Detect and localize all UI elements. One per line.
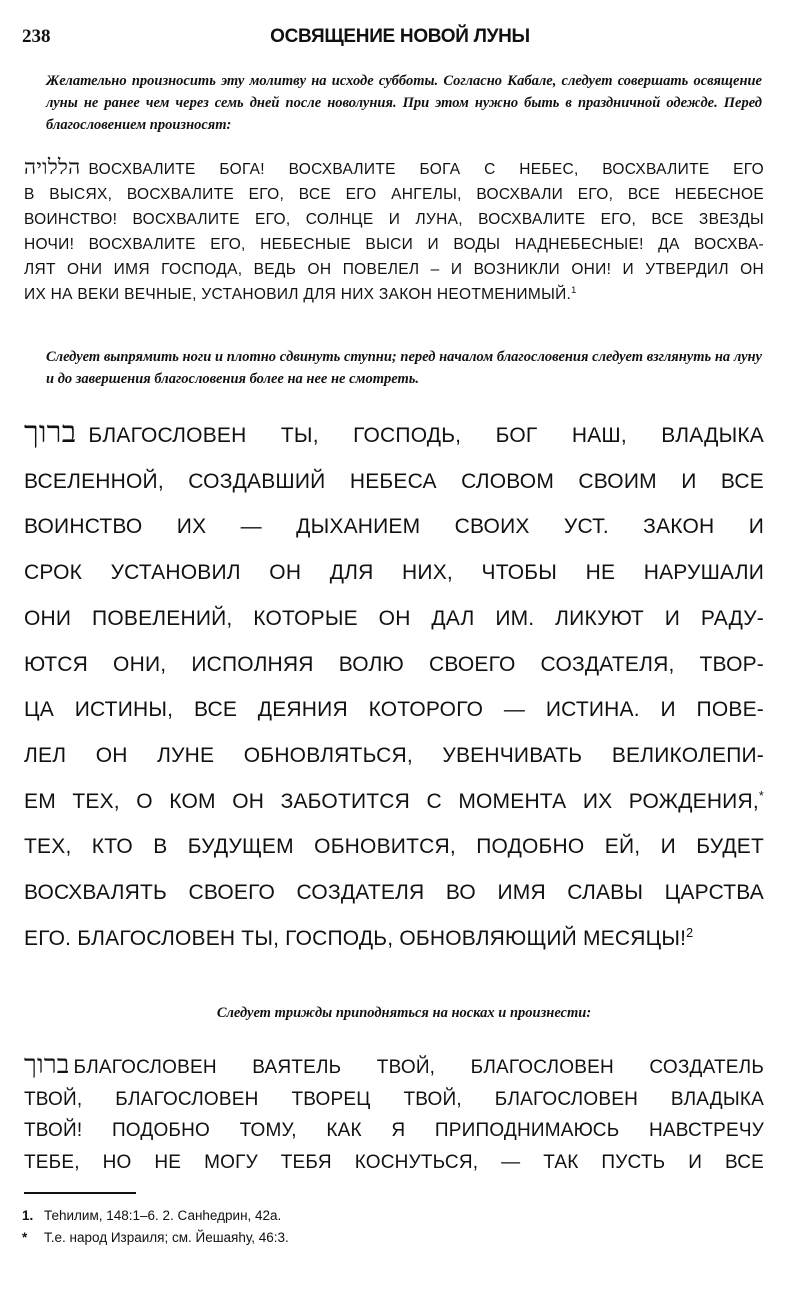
blessing-line: ТЕХ, КТО В БУДУЩЕМ ОБНОВИТСЯ, ПОДОБНО ЕЙ, И БУДЕТ [24, 835, 764, 859]
footnote-asterisk: * [758, 788, 764, 803]
blessing-line: ТЕБЕ, НО НЕ МОГУ ТЕБЯ КОСНУТЬСЯ, — ТАК ПУСТЬ И ВСЕ [24, 1151, 764, 1173]
footnote-mark: 1. [22, 1208, 34, 1223]
footnote-text: Теһилим, 148:1–6. 2. Санһедрин, 42а. [44, 1208, 282, 1223]
footnote [22, 1227, 762, 1249]
blessing-line: ЕГО. БЛАГОСЛОВЕН ТЫ, ГОСПОДЬ, ОБНОВЛЯЮЩИЙ МЕСЯЦЫ! [24, 926, 687, 950]
blessing-line: ВОСХВАЛЯТЬ СВОЕГО СОЗДАТЕЛЯ ВО ИМЯ СЛАВЫ ЦАРСТВА [24, 881, 764, 905]
psalm-line: ВОИНСТВО! ВОСХВАЛИТЕ ЕГО, СОЛНЦЕ И ЛУНА, ВОСХВАЛИТЕ ЕГО, ВСЕ ЗВЕЗДЫ [24, 211, 764, 228]
hebrew-word-baruch: ברוך [24, 415, 77, 450]
running-title: ОСВЯЩЕНИЕ НОВОЙ ЛУНЫ [270, 26, 530, 47]
footnote [22, 1205, 762, 1227]
psalm-line: ЛЯТ ОНИ ИМЯ ГОСПОДА, ВЕДЬ ОН ПОВЕЛЕЛ – И ВОЗНИКЛИ ОНИ! И УТВЕРДИЛ ОН [24, 261, 764, 278]
footnote-ref: 2 [686, 925, 694, 940]
psalm-line: НОЧИ! ВОСХВАЛИТЕ ЕГО, НЕБЕСНЫЕ ВЫСИ И ВОДЫ НАДНЕБЕСНЫЕ! ДА ВОСХВА- [24, 236, 764, 253]
blessing-line: ТВОЙ! ПОДОБНО ТОМУ, КАК Я ПРИПОДНИМАЮСЬ НАВСТРЕЧУ [24, 1120, 764, 1141]
blessing-line: СРОК УСТАНОВИЛ ОН ДЛЯ НИХ, ЧТОБЫ НЕ НАРУШАЛИ [24, 561, 764, 585]
blessing-line: ВОИНСТВО ИХ — ДЫХАНИЕМ СВОИХ УСТ. ЗАКОН И [24, 515, 764, 539]
blessing-paragraph [24, 410, 764, 961]
psalm-line: В ВЫСЯХ, ВОСХВАЛИТЕ ЕГО, ВСЕ ЕГО АНГЕЛЫ, ВОСХВАЛИ ЕГО, ВСЕ НЕБЕСНОЕ [24, 186, 764, 203]
page-number: 238 [22, 26, 51, 47]
blessing-line: ТВОЙ, БЛАГОСЛОВЕН ТВОРЕЦ ТВОЙ, БЛАГОСЛОВЕН ВЛАДЫКА [24, 1088, 764, 1110]
hebrew-word-baruch: ברוך [24, 1050, 70, 1080]
instruction-rise-on-toes: Следует трижды приподняться на носках и произнести: [216, 1005, 592, 1021]
blessing-line: ВСЕЛЕННОЙ, СОЗДАВШИЙ НЕБЕСА СЛОВОМ СВОИМ И ВСЕ [24, 469, 764, 493]
page-header [0, 26, 800, 52]
instruction-before-psalm: Желательно произносить эту молитву на исходе субботы. Согласно Кабале, следует совершать освящение луны не ранее чем через семь дней после новолуния. При этом нужно быть в праздничной одежде. Перед благословением произносят: [46, 73, 762, 133]
blessing-line: ЮТСЯ ОНИ, ИСПОЛНЯЯ ВОЛЮ СВОЕГО СОЗДАТЕЛЯ, ТВОР- [24, 652, 764, 676]
footnotes [22, 1205, 762, 1249]
hebrew-word-halleluyah: הללויה [24, 155, 81, 179]
blessing-line: ЛЕЛ ОН ЛУНЕ ОБНОВЛЯТЬСЯ, УВЕНЧИВАТЬ ВЕЛИКОЛЕПИ- [24, 743, 764, 767]
blessing-line: ЕМ ТЕХ, О КОМ ОН ЗАБОТИТСЯ С МОМЕНТА ИХ РОЖДЕНИЯ, [24, 789, 759, 813]
psalm-paragraph [24, 155, 764, 307]
psalm-line: ВОСХВАЛИТЕ БОГА! ВОСХВАЛИТЕ БОГА С НЕБЕС, ВОСХВАЛИТЕ ЕГО [88, 161, 764, 178]
blessing-line: ЦА ИСТИНЫ, ВСЕ ДЕЯНИЯ КОТОРОГО — ИСТИНА. И ПОВЕ- [24, 698, 764, 722]
blessing-line: БЛАГОСЛОВЕН ТЫ, ГОСПОДЬ, БОГ НАШ, ВЛАДЫКА [88, 424, 764, 447]
blessing-line: БЛАГОСЛОВЕН ВАЯТЕЛЬ ТВОЙ, БЛАГОСЛОВЕН СОЗДАТЕЛЬ [73, 1057, 764, 1078]
footnote-mark: * [22, 1230, 28, 1245]
blessing-line: ОНИ ПОВЕЛЕНИЙ, КОТОРЫЕ ОН ДАЛ ИМ. ЛИКУЮТ И РАДУ- [24, 606, 764, 630]
second-blessing-paragraph [24, 1050, 764, 1178]
psalm-line: ИХ НА ВЕКИ ВЕЧНЫЕ, УСТАНОВИЛ ДЛЯ НИХ ЗАКОН НЕОТМЕНИМЫЙ. [24, 286, 572, 303]
footnote-ref: 1 [571, 284, 577, 295]
footnote-divider [24, 1192, 136, 1194]
instruction-before-blessing: Следует выпрямить ноги и плотно сдвинуть ступни; перед началом благословения следует взглянуть на луну и до завершения благословения более на нее не смотреть. [46, 349, 762, 387]
footnote-text: Т.е. народ Израиля; см. Йешаяһу, 46:3. [44, 1230, 289, 1245]
